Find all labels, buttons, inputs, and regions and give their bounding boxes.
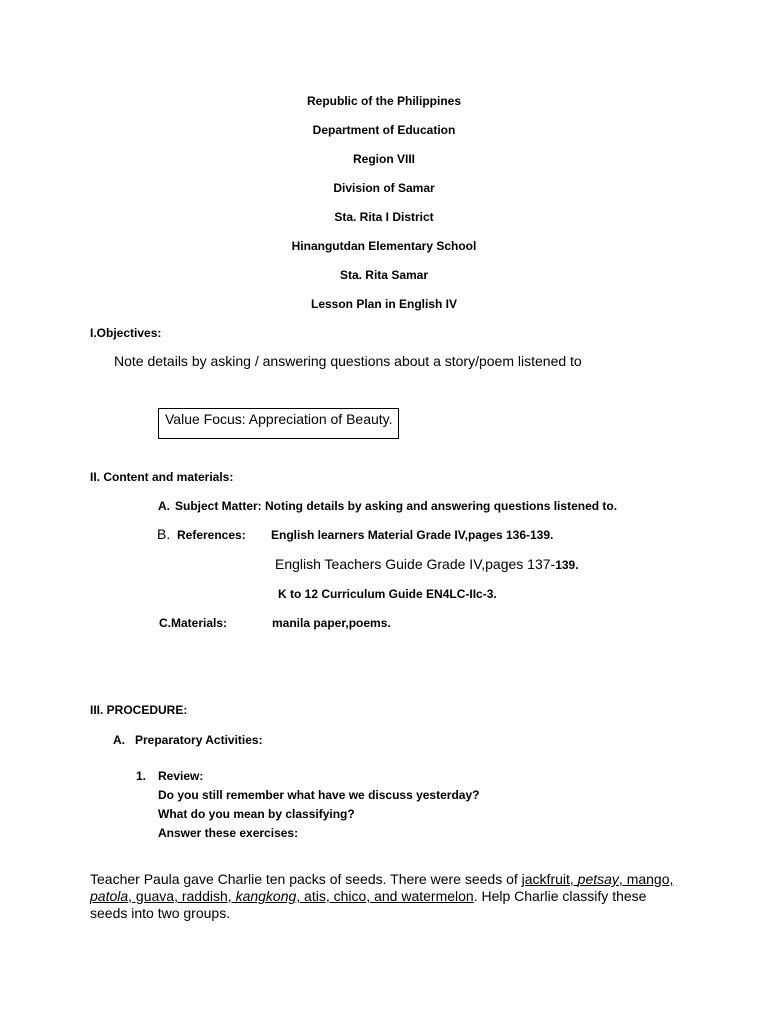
- reference-3: K to 12 Curriculum Guide EN4LC-IIc-3.: [278, 587, 497, 601]
- seed-patola: patola: [90, 888, 129, 904]
- review-question-1: Do you still remember what have we discuss yesterday?: [158, 788, 480, 802]
- reference-1: English learners Material Grade IV,pages 136-139.: [271, 528, 554, 542]
- seed-guava-raddish: , guava, raddish,: [128, 888, 236, 904]
- review-instruction: Answer these exercises:: [158, 826, 299, 840]
- content-b-label: B.: [157, 526, 171, 542]
- review-label: Review:: [158, 769, 204, 783]
- seed-jackfruit: jackfruit: [521, 871, 570, 887]
- exercise-intro: Teacher Paula gave Charlie ten packs of seeds. There were seeds of: [90, 871, 522, 887]
- header-republic: Republic of the Philippines: [306, 94, 461, 108]
- header-region: Region VIII: [352, 152, 415, 166]
- content-heading: II. Content and materials:: [90, 470, 234, 484]
- procedure-heading: III. PROCEDURE:: [90, 703, 188, 717]
- objectives-heading: I.Objectives:: [90, 326, 162, 340]
- seed-kangkong: kangkong: [235, 888, 297, 904]
- exercise-instruction: . Help Charlie classify these seeds into two groups.: [90, 888, 647, 921]
- materials-text: manila paper,poems.: [272, 616, 391, 630]
- review-number: 1.: [136, 769, 147, 783]
- header-division: Division of Samar: [333, 181, 435, 195]
- content-a-label: A.: [158, 499, 170, 513]
- seed-mango: , mango,: [618, 871, 674, 887]
- exercise-paragraph: [90, 871, 680, 922]
- header-school: Hinangutdan Elementary School: [291, 239, 477, 253]
- header-district: Sta. Rita I District: [334, 210, 434, 224]
- reference-2-end: 139.: [555, 558, 579, 572]
- value-focus-text: Value Focus: Appreciation of Beauty.: [165, 411, 393, 427]
- seed-atis-chico-watermelon: , atis, chico, and watermelon: [296, 888, 474, 904]
- seed-petsay: petsay: [577, 871, 619, 887]
- header-location: Sta. Rita Samar: [339, 268, 429, 282]
- materials-label: C.Materials:: [159, 616, 228, 630]
- reference-2-main: English Teachers Guide Grade IV,pages 137-: [275, 556, 556, 572]
- procedure-a-label: A.: [113, 733, 125, 747]
- reference-2: [275, 556, 579, 572]
- header-lesson-plan-title: Lesson Plan in English IV: [310, 297, 458, 311]
- review-question-2: What do you mean by classifying?: [158, 807, 355, 821]
- preparatory-activities: Preparatory Activities:: [135, 733, 263, 747]
- references-title: References:: [177, 528, 246, 542]
- header-department: Department of Education: [312, 123, 456, 137]
- objectives-text: Note details by asking / answering questions about a story/poem listened to: [114, 353, 582, 369]
- subject-matter-text: Subject Matter: Noting details by asking and answering questions listened to.: [175, 499, 618, 513]
- seed-separator: ,: [569, 871, 578, 887]
